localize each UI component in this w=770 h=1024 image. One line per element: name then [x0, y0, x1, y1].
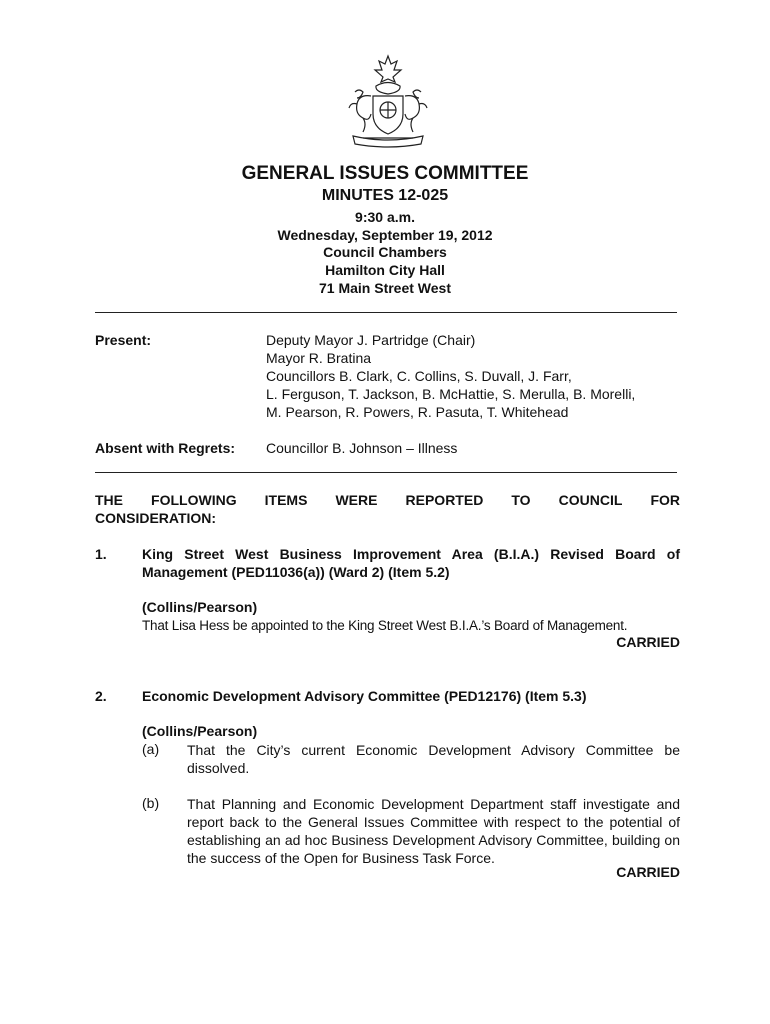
consideration-heading-line: CONSIDERATION:	[95, 510, 217, 526]
present-label: Present:	[95, 332, 152, 348]
meeting-address: 71 Main Street West	[318, 280, 451, 296]
item-result: CARRIED	[616, 634, 680, 650]
meeting-room: Council Chambers	[323, 244, 447, 260]
city-coat-of-arms-icon	[343, 52, 433, 152]
divider	[95, 312, 677, 313]
heading-word: REPORTED	[405, 492, 484, 508]
absent-value: Councillor B. Johnson – Illness	[266, 440, 458, 456]
heading-word: COUNCIL	[558, 492, 623, 508]
divider	[95, 472, 677, 473]
consideration-heading	[95, 491, 680, 527]
minutes-number: MINUTES 12-025	[321, 187, 449, 204]
item-result: CARRIED	[616, 864, 680, 880]
item-mover: (Collins/Pearson)	[142, 723, 258, 739]
absent-label: Absent with Regrets:	[95, 440, 236, 456]
present-list	[266, 331, 686, 421]
present-line: M. Pearson, R. Powers, R. Pasuta, T. Whitehead	[266, 404, 569, 420]
present-line: L. Ferguson, T. Jackson, B. McHattie, S. Merulla, B. Morelli,	[266, 386, 636, 402]
item-mover: (Collins/Pearson)	[142, 599, 258, 615]
present-line: Mayor R. Bratina	[266, 350, 372, 366]
subitem-text: That the City’s current Economic Development Advisory Committee be dissolved.	[187, 742, 680, 776]
consideration-heading-line	[95, 491, 680, 509]
heading-word: THE	[95, 492, 123, 508]
meeting-date: Wednesday, September 19, 2012	[277, 227, 493, 243]
heading-word: WERE	[335, 492, 378, 508]
subitem-letter: (b)	[142, 795, 160, 811]
present-line: Deputy Mayor J. Partridge (Chair)	[266, 332, 476, 348]
item-motion-text: That Lisa Hess be appointed to the King Street West B.I.A.’s Board of Management.	[142, 618, 628, 633]
subitem-text: That Planning and Economic Development Department staff investigate and report back to the General Issues Committee with respect to the potential of establishing an ad hoc Business Development Advisory Committee, building on the success of the Open for Business Task Force.	[187, 796, 680, 866]
heading-word: FOR	[650, 492, 680, 508]
heading-word: TO	[511, 492, 531, 508]
item-title: Economic Development Advisory Committee (PED12176) (Item 5.3)	[142, 688, 587, 704]
heading-word: FOLLOWING	[151, 492, 237, 508]
subitem-letter: (a)	[142, 741, 160, 757]
meeting-building: Hamilton City Hall	[325, 262, 445, 278]
meeting-time: 9:30 a.m.	[355, 209, 415, 225]
item-number: 1.	[95, 546, 107, 562]
item-title: King Street West Business Improvement Area (B.I.A.) Revised Board of Management (PED11036(a)) (Ward 2) (Item 5.2)	[142, 546, 680, 580]
present-line: Councillors B. Clark, C. Collins, S. Duvall, J. Farr,	[266, 368, 572, 384]
item-number: 2.	[95, 688, 107, 704]
heading-word: ITEMS	[264, 492, 308, 508]
committee-title: GENERAL ISSUES COMMITTEE	[241, 163, 529, 184]
